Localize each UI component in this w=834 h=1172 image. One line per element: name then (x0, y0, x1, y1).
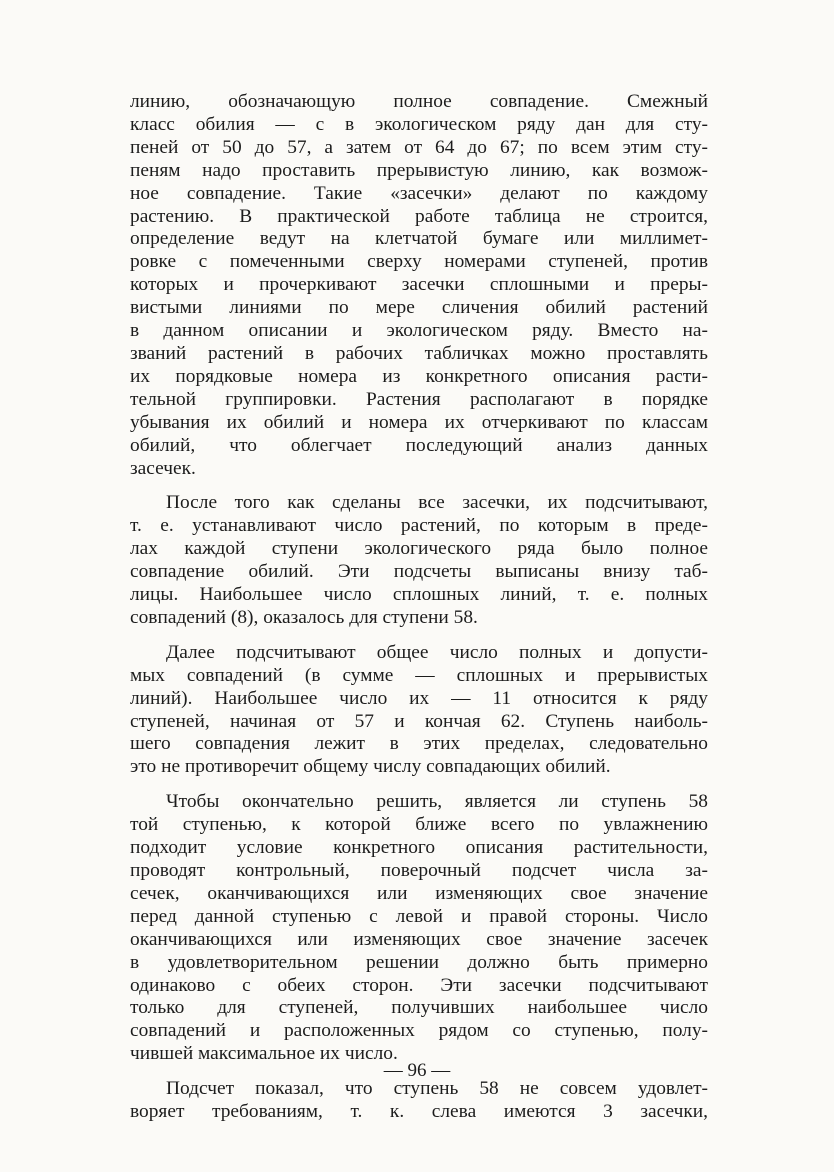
page-text (130, 91, 708, 1124)
text-line: мых совпадений (в сумме — сплошных и прерывистых (130, 664, 708, 686)
text-line: совпадение обилий. Эти подсчеты выписаны внизу таб- (130, 561, 708, 583)
text-line: проводят контрольный, поверочный подсчет числа за- (130, 860, 708, 881)
text-line: той ступенью, к которой ближе всего по увлажнению (130, 814, 708, 836)
text-line: одинаково с обеих сторон. Эти засечки подсчитывают (130, 974, 708, 996)
text-line: которых и прочеркивают засечки сплошными и преры- (130, 274, 708, 296)
paragraph (130, 791, 708, 1066)
text-line: лицы. Наибольшее число сплошных линий, т. е. полных (130, 584, 708, 606)
text-line: шего совпадения лежит в этих пределах, следовательно (130, 733, 708, 755)
text-line: засечек. (130, 457, 196, 479)
text-line: обилий, что облегчает последующий анализ данных (130, 434, 708, 456)
text-line: совпадений и расположенных рядом со ступенью, полу- (130, 1020, 708, 1042)
text-line: убывания их обилий и номера их отчеркивают по классам (130, 411, 708, 433)
paragraph (130, 492, 708, 629)
text-line: После того как сделаны все засечки, их подсчитывают, (166, 492, 708, 514)
text-line: только для ступеней, получивших наибольшее число (130, 997, 708, 1019)
text-line: линию, обозначающую полное совпадение. Смежный (130, 91, 708, 112)
text-line: совпадений (8), оказалось для ступени 58. (130, 606, 478, 628)
text-line: растению. В практической работе таблица не строится, (130, 205, 708, 227)
text-line: в удовлетворительном решении должно быть примерно (130, 951, 708, 973)
text-line: Далее подсчитывают общее число полных и допусти- (166, 641, 708, 663)
paragraph (130, 1078, 708, 1124)
text-line: ступеней, начиная от 57 и кончая 62. Ступень наиболь- (130, 710, 708, 732)
text-line: Чтобы окончательно решить, является ли ступень 58 (166, 791, 708, 813)
page-number: — 96 — (383, 1060, 451, 1081)
text-line: пеней от 50 до 57, а затем от 64 до 67; по всем этим сту- (130, 136, 708, 158)
text-line: в данном описании и экологическом ряду. Вместо на- (130, 320, 708, 342)
text-line: пеням надо проставить прерывистую линию, как возмож- (130, 159, 708, 181)
text-line: их порядковые номера из конкретного описания расти- (130, 365, 708, 387)
text-line: чившей максимальное их число. (130, 1043, 398, 1065)
text-line: класс обилия — с в экологическом ряду дан для сту- (130, 113, 708, 135)
text-line: тельной группировки. Растения располагают в порядке (130, 388, 708, 410)
text-line: перед данной ступенью с левой и правой стороны. Число (130, 905, 708, 927)
text-line: Подсчет показал, что ступень 58 не совсем удовлет- (166, 1078, 708, 1100)
text-line: сечек, оканчивающихся или изменяющих свое значение (130, 882, 708, 904)
text-line: лах каждой ступени экологического ряда было полное (130, 538, 708, 560)
paragraph (130, 642, 708, 779)
text-line: это не противоречит общему числу совпадающих обилий. (130, 756, 611, 778)
text-line: званий растений в рабочих табличках можно проставлять (130, 342, 708, 364)
text-line: линий). Наибольшее число их — 11 относится к ряду (130, 687, 708, 709)
text-line: воряет требованиям, т. к. слева имеются 3 засечки, (130, 1101, 708, 1123)
text-line: ровке с помеченными сверху номерами ступеней, против (130, 251, 708, 273)
text-line: определение ведут на клетчатой бумаге или миллимет- (130, 228, 708, 250)
text-line: оканчивающихся или изменяющих свое значение засечек (130, 928, 708, 950)
text-line: вистыми линиями по мере сличения обилий растений (130, 297, 708, 319)
paragraph (130, 91, 708, 480)
text-line: ное совпадение. Такие «засечки» делают по каждому (130, 182, 708, 204)
text-line: т. е. устанавливают число растений, по которым в преде- (130, 515, 708, 537)
text-line: подходит условие конкретного описания растительности, (130, 837, 708, 859)
